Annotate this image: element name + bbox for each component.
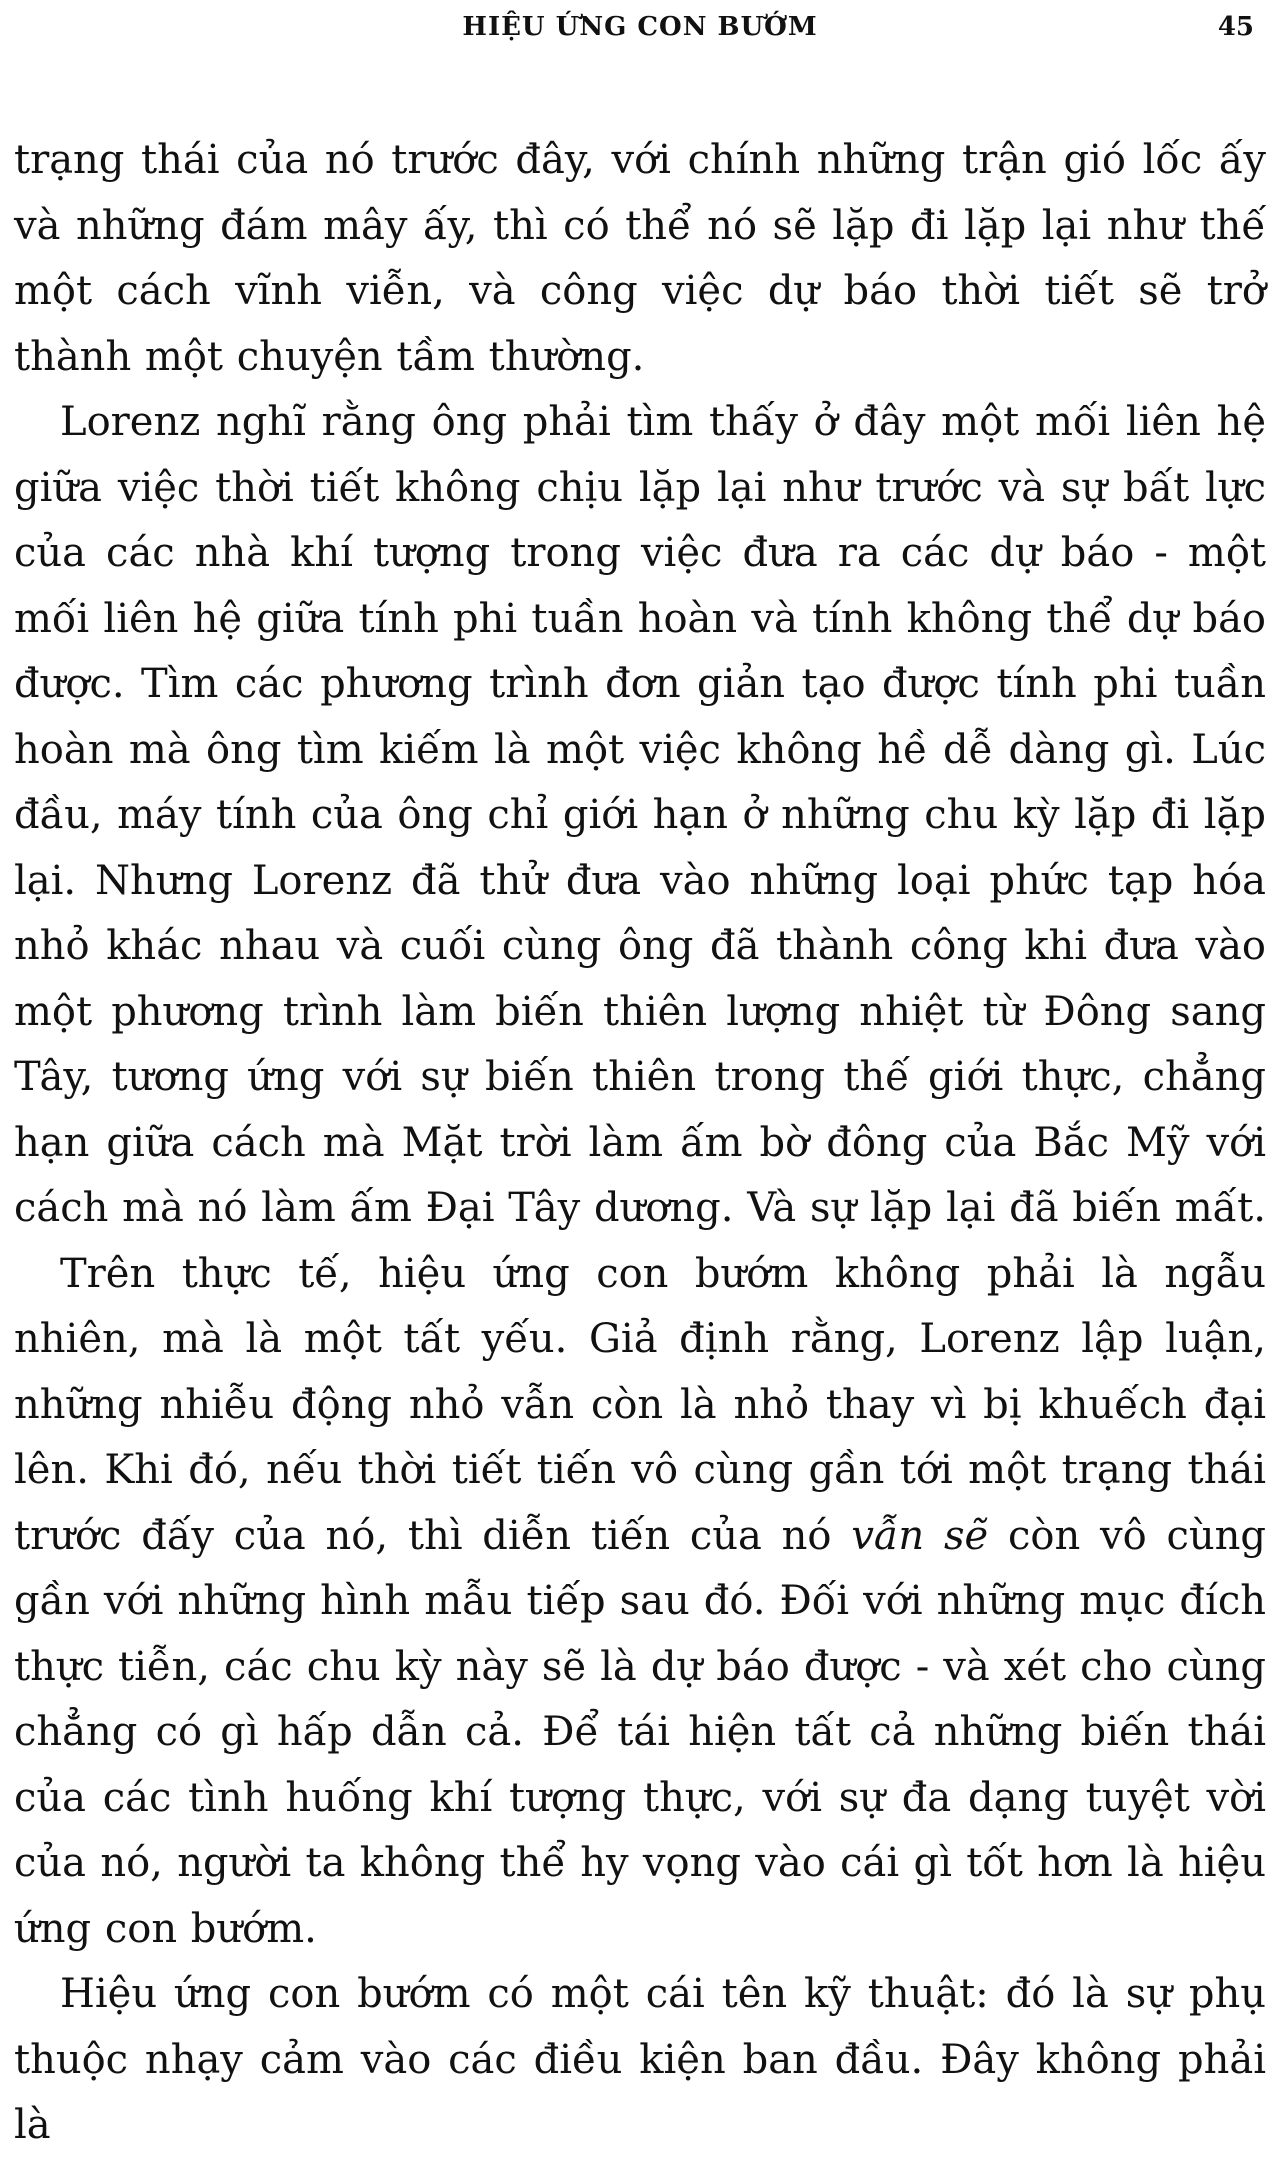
page-number: 45 [1217, 12, 1254, 42]
running-title: HIỆU ỨNG CON BƯỚM [462, 12, 818, 42]
running-header [0, 12, 1280, 52]
paragraph-butterfly-necessity [14, 1242, 1266, 1963]
paragraph-lorenz-link: Lorenz nghĩ rằng ông phải tìm thấy ở đây một mối liên hệ giữa việc thời tiết không chịu lặp lại như trước và sự bất lực của các nhà khí tượng trong việc đưa ra các dự báo - một mối liên hệ giữa tính phi tuần hoàn và tính không thể dự báo được. Tìm các phương trình đơn giản tạo được tính phi tuần hoàn mà ông tìm kiếm là một việc không hề dễ dàng gì. Lúc đầu, máy tính của ông chỉ giới hạn ở những chu kỳ lặp đi lặp lại. Nhưng Lorenz đã thử đưa vào những loại phức tạp hóa nhỏ khác nhau và cuối cùng ông đã thành công khi đưa vào một phương trình làm biến thiên lượng nhiệt từ Đông sang Tây, tương ứng với sự biến thiên trong thế giới thực, chẳng hạn giữa cách mà Mặt trời làm ấm bờ đông của Bắc Mỹ với cách mà nó làm ấm Đại Tây dương. Và sự lặp lại đã biến mất. [14, 399, 1266, 1231]
italic-emphasis: vẫn sẽ [851, 1512, 989, 1559]
body-text [14, 128, 1266, 2159]
paragraph-continuation: trạng thái của nó trước đây, với chính những trận gió lốc ấy và những đám mây ấy, thì có thể nó sẽ lặp đi lặp lại như thế một cách vĩnh viễn, và công việc dự báo thời tiết sẽ trở thành một chuyện tầm thường. [14, 137, 1266, 380]
paragraph-sensitive-dependence: Hiệu ứng con bướm có một cái tên kỹ thuật: đó là sự phụ thuộc nhạy cảm vào các điều kiện ban đầu. Đây không phải là [14, 1971, 1266, 2148]
paragraph-text-before-italic: Trên thực tế, hiệu ứng con bướm không phải là ngẫu nhiên, mà là một tất yếu. Giả định rằng, Lorenz lập luận, những nhiễu động nhỏ vẫn còn là nhỏ thay vì bị khuếch đại lên. Khi đó, nếu thời tiết tiến vô cùng gần tới một trạng thái trước đấy của nó, thì diễn tiến của nó [14, 1250, 1266, 1559]
paragraph-text-after-italic: còn vô cùng gần với những hình mẫu tiếp sau đó. Đối với những mục đích thực tiễn, các chu kỳ này sẽ là dự báo được - và xét cho cùng chẳng có gì hấp dẫn cả. Để tái hiện tất cả những biến thái của các tình huống khí tượng thực, với sự đa dạng tuyệt vời của nó, người ta không thể hy vọng vào cái gì tốt hơn là hiệu ứng con bướm. [14, 1512, 1266, 1952]
